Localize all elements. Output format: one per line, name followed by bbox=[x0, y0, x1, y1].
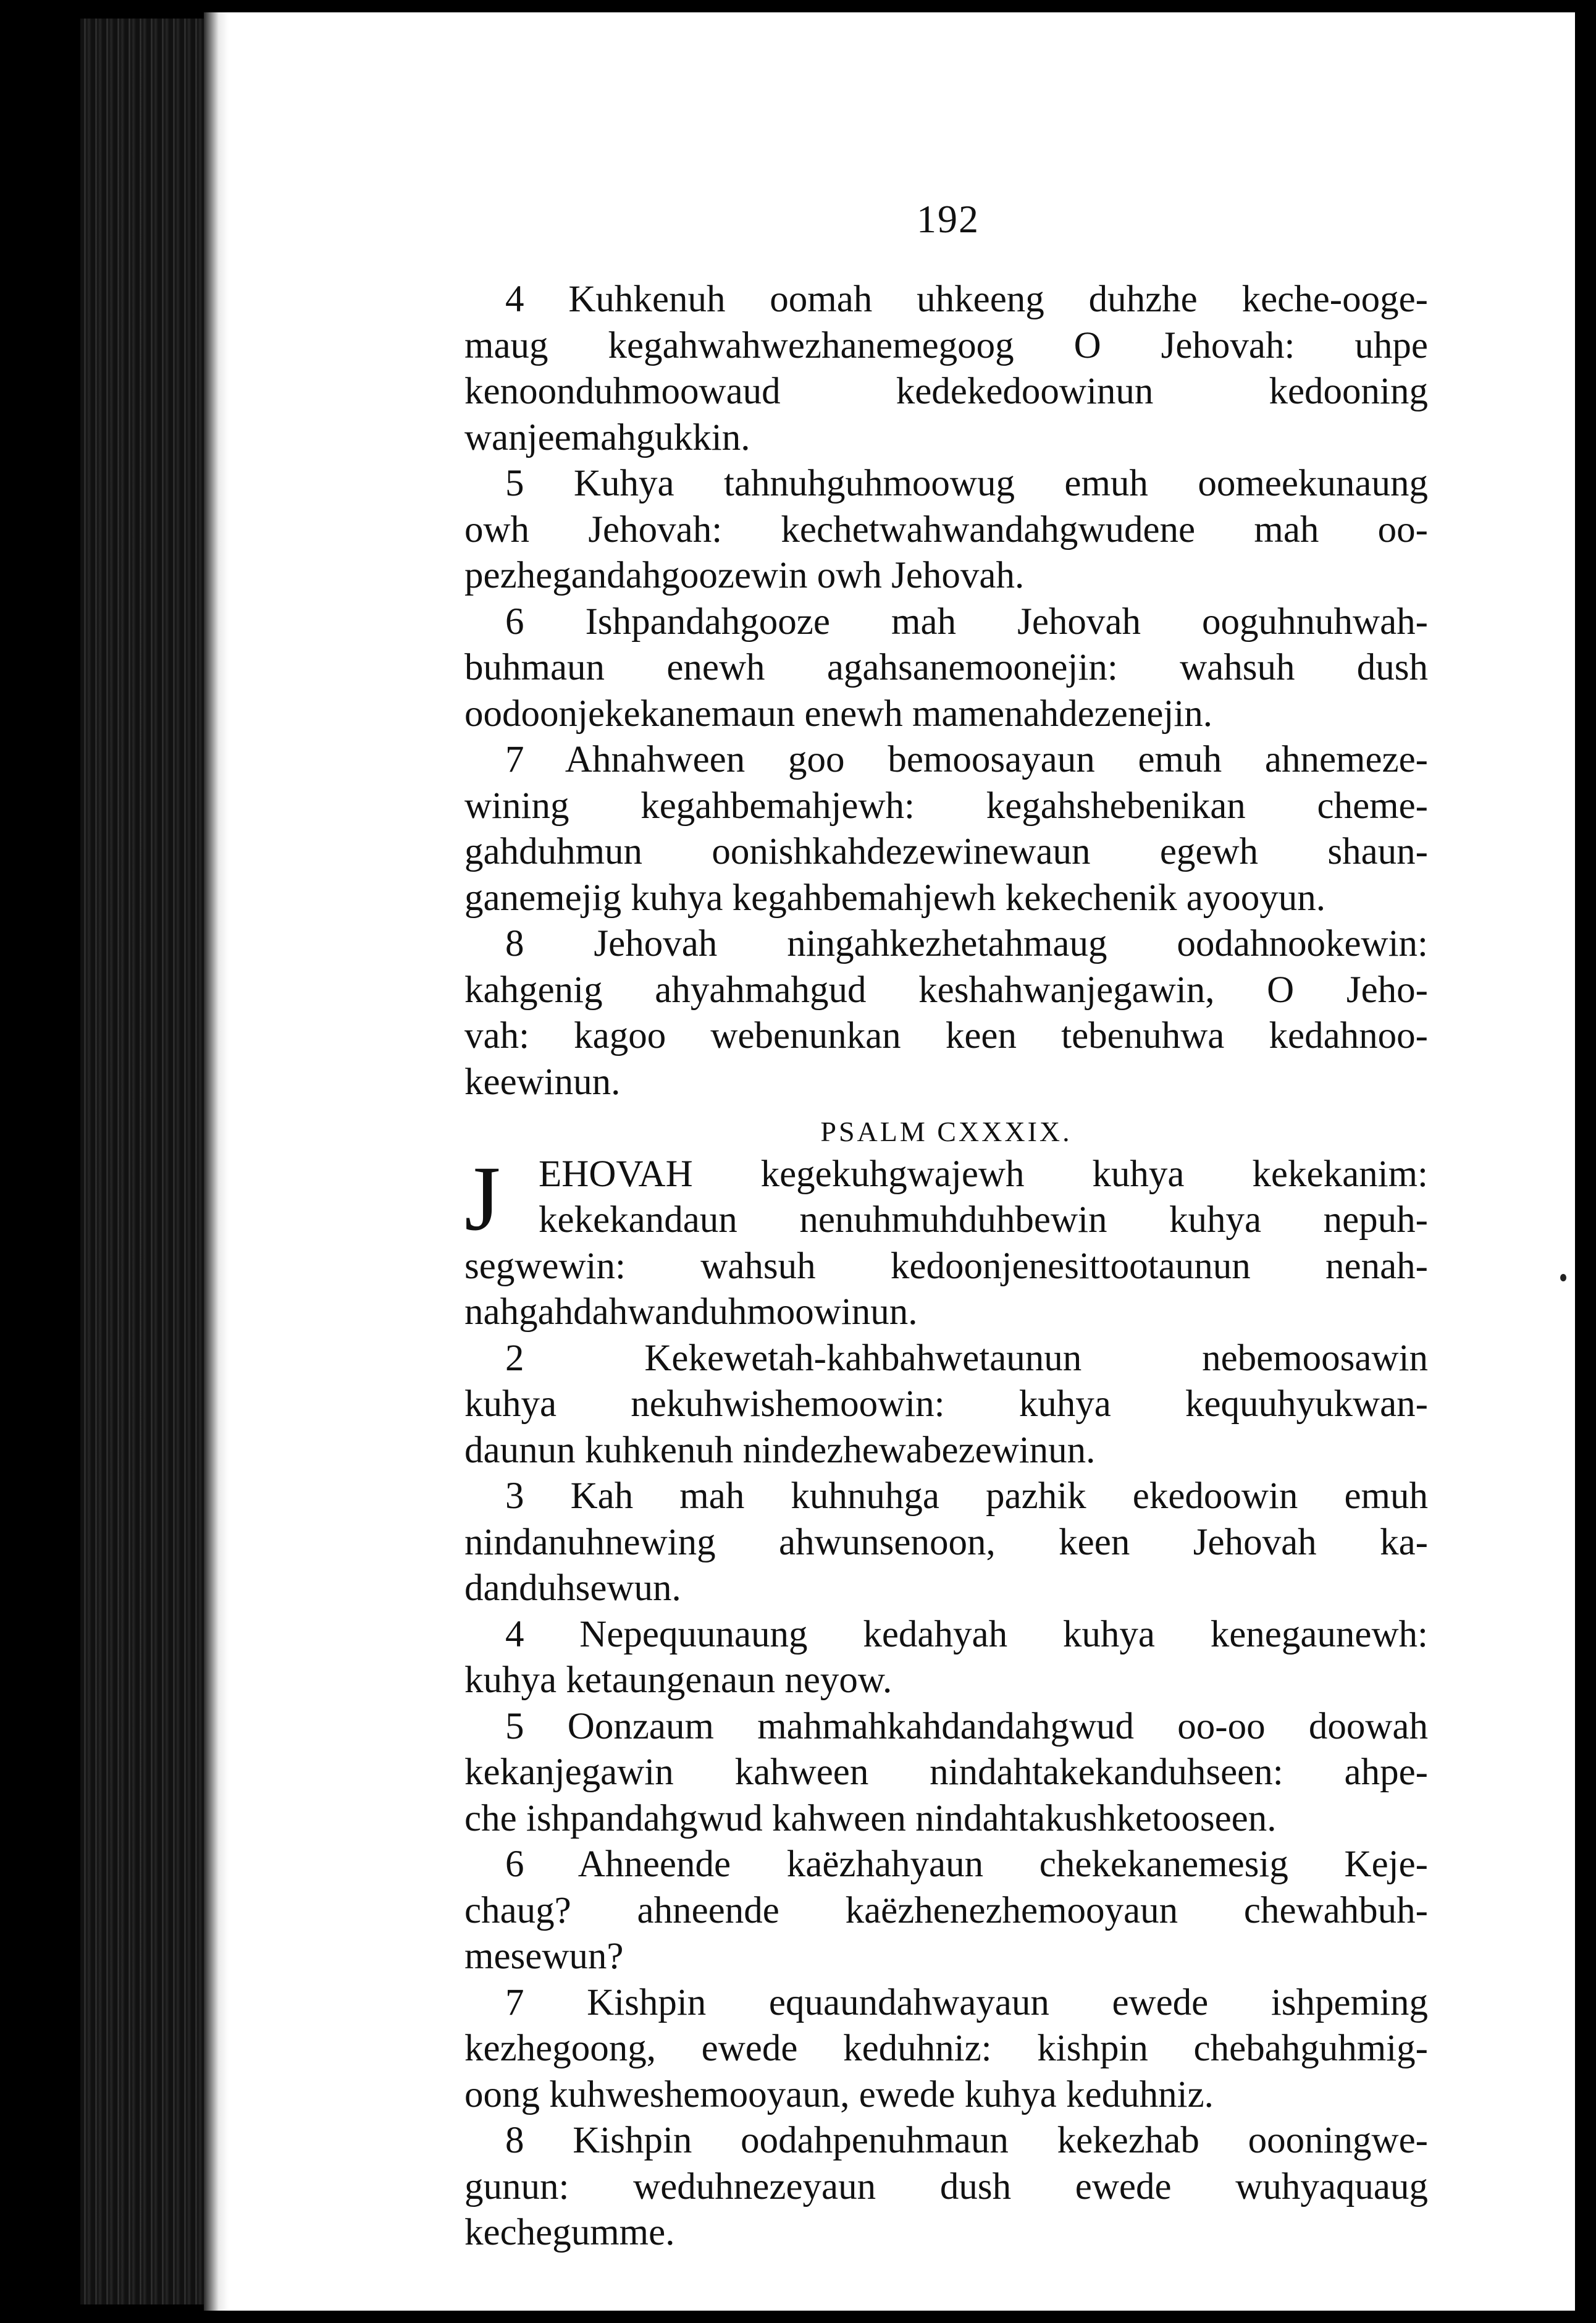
verse-line: kechegumme. bbox=[464, 2212, 675, 2253]
verse-line: owh Jehovah: kechetwahwandahgwudene mah oo- bbox=[464, 508, 1428, 550]
verse-line: 6 Ahneende kaëzhahyaun chekekanemesig Keje- bbox=[505, 1844, 1428, 1885]
drop-cap: J bbox=[464, 1147, 501, 1250]
page-number: 192 bbox=[917, 197, 980, 241]
page-fold-shadow bbox=[204, 12, 229, 2311]
page-text bbox=[464, 277, 1428, 2256]
verse-line bbox=[464, 1197, 1428, 1244]
verse-line: 2 Kekewetah-kahbahwetaunun nebemoosawin bbox=[505, 1337, 1428, 1379]
verse-line: mesewun? bbox=[464, 1936, 624, 1977]
verse-line: kahgenig ahyahmahgud keshahwanjegawin, O Jeho- bbox=[464, 969, 1428, 1011]
verse-line: ganemejig kuhya kegahbemahjewh kekechenik ayooyun. bbox=[464, 877, 1326, 919]
verse-line: daunun kuhkenuh nindezhewabezewinun. bbox=[464, 1429, 1096, 1471]
verse-line-text: kekekandaun nenuhmuhduhbewin kuhya nepuh- bbox=[539, 1199, 1428, 1241]
verse-line: 4 Nepequunaung kedahyah kuhya kenegaunewh: bbox=[505, 1613, 1428, 1655]
verse-line bbox=[464, 1244, 1428, 1290]
verse-line-text: EHOVAH kegekuhgwajewh kuhya kekekanim: bbox=[539, 1153, 1428, 1195]
verse-line: nindanuhnewing ahwunsenoon, keen Jehovah ka- bbox=[464, 1521, 1428, 1563]
verse-line: 8 Jehovah ningahkezhetahmaug oodahnookewin: bbox=[505, 923, 1428, 964]
verse-line: vah: kagoo webenunkan keen tebenuhwa kedahnoo- bbox=[464, 1015, 1428, 1056]
verse-line: 8 Kishpin oodahpenuhmaun kekezhab oooningwe- bbox=[505, 2120, 1428, 2161]
verse-line: 5 Oonzaum mahmahkahdandahgwud oo-oo doowah bbox=[505, 1705, 1428, 1747]
psalm-first-verse bbox=[464, 1147, 1428, 1336]
verse-line: wining kegahbemahjewh: kegahshebenikan cheme- bbox=[464, 785, 1428, 827]
verse-line: gunun: weduhnezeyaun dush ewede wuhyaquaug bbox=[464, 2165, 1428, 2207]
verse-line: keewinun. bbox=[464, 1061, 621, 1103]
verse-line: kuhya ketaungenaun neyow. bbox=[464, 1659, 892, 1701]
verses-before-heading bbox=[464, 277, 1428, 1105]
verse-line: oodoonjekekanemaun enewh mamenahdezenejin. bbox=[464, 693, 1213, 735]
verse-line: chaug? ahneende kaëzhenezhemooyaun chewahbuh- bbox=[464, 1889, 1428, 1931]
verse-line-text: segwewin: wahsuh kedoonjenesittootaunun nenah- bbox=[464, 1245, 1428, 1287]
verse-line: maug kegahwahwezhanemegoog O Jehovah: uhpe bbox=[464, 324, 1428, 366]
verse-line: kuhya nekuhwishemoowin: kuhya kequuhyukwan- bbox=[464, 1383, 1428, 1425]
scan-speck bbox=[1560, 1274, 1566, 1281]
verse-line: che ishpandahgwud kahween nindahtakushketooseen. bbox=[464, 1797, 1277, 1839]
verse-line: gahduhmun oonishkahdezewinewaun egewh shaun- bbox=[464, 831, 1428, 872]
verse-line bbox=[464, 1289, 1428, 1336]
verse-line: 5 Kuhya tahnuhguhmoowug emuh oomeekunaung bbox=[505, 463, 1428, 504]
verse-line: 7 Ahnahween goo bemoosayaun emuh ahnemeze- bbox=[505, 739, 1428, 780]
verse-line: kenoonduhmoowaud kedekedoowinun kedooning bbox=[464, 371, 1428, 412]
verse-line-text: nahgahdahwanduhmoowinun. bbox=[464, 1291, 918, 1333]
psalm-heading: PSALM CXXXIX. bbox=[820, 1116, 1072, 1147]
verse-line: danduhsewun. bbox=[464, 1567, 681, 1609]
verse-line: 6 Ishpandahgooze mah Jehovah ooguhnuhwah- bbox=[505, 601, 1428, 643]
verses-after-first bbox=[464, 1336, 1428, 2256]
verse-line: kezhegoong, ewede keduhniz: kishpin chebahguhmig- bbox=[464, 2028, 1428, 2069]
verse-line: pezhegandahgoozewin owh Jehovah. bbox=[464, 555, 1025, 596]
verse-line: wanjeemahgukkin. bbox=[464, 416, 750, 458]
verse-line: 4 Kuhkenuh oomah uhkeeng duhzhe keche-ooge- bbox=[505, 279, 1428, 320]
verse-line: 3 Kah mah kuhnuhga pazhik ekedoowin emuh bbox=[505, 1475, 1428, 1517]
verse-line: 7 Kishpin equaundahwayaun ewede ishpeming bbox=[505, 1981, 1428, 2023]
verse-line: buhmaun enewh agahsanemoonejin: wahsuh dush bbox=[464, 647, 1428, 688]
verse-line: oong kuhweshemooyaun, ewede kuhya keduhniz. bbox=[464, 2073, 1214, 2115]
verse-line: kekanjegawin kahween nindahtakekanduhseen: ahpe- bbox=[464, 1752, 1428, 1793]
